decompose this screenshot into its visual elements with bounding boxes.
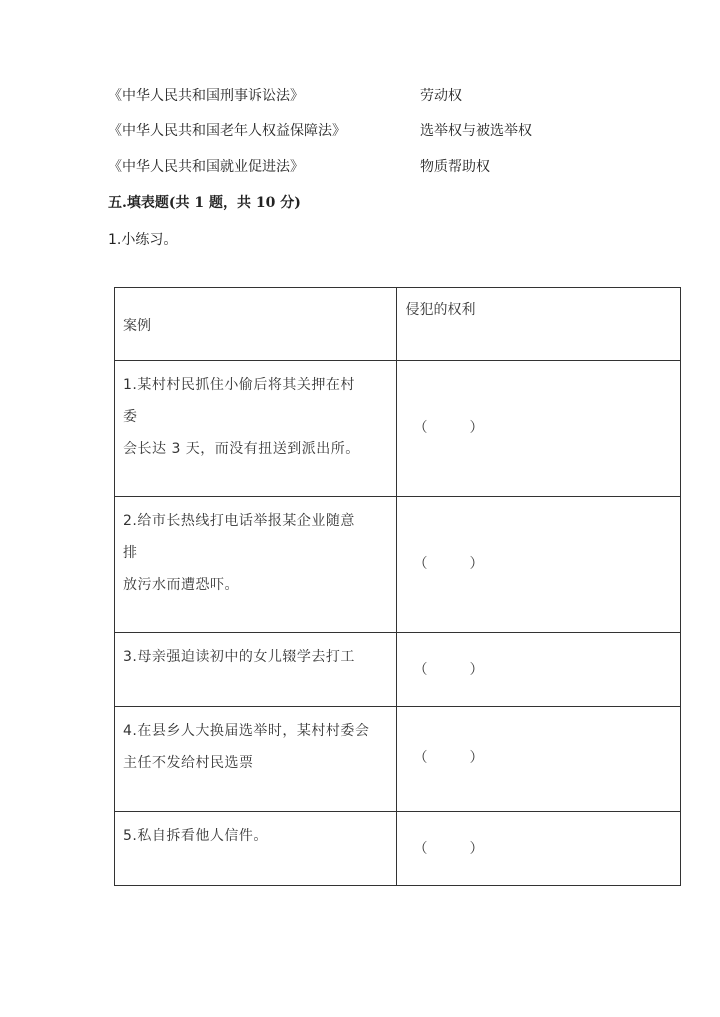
section-heading: 五.填表题(共 1 题，共 10 分) [108,195,301,211]
case-line: 5.私自拆看他人信件。 [123,828,268,844]
case-text [115,361,396,465]
answer-blank[interactable]: （ ） [413,556,484,572]
answer-blank[interactable]: （ ） [413,841,484,857]
table-row [115,361,681,497]
case-line: 4.在县乡人大换届选举时，某村村委会 [123,723,370,739]
header-right-label: 侵犯的权利 [405,302,476,318]
law-name: 《中华人民共和国就业促进法》 [108,159,304,175]
rights-table [114,287,681,886]
question-label: 1.小练习。 [108,232,178,248]
answer-blank[interactable]: （ ） [413,662,484,678]
answer-cell[interactable] [397,812,681,886]
case-line: 1.某村村民抓住小偷后将其关押在村 [123,377,355,393]
matching-row [108,155,668,179]
answer-blank[interactable]: （ ） [413,750,484,766]
table-header-row [115,288,681,361]
matching-row [108,119,668,143]
answer-blank[interactable]: （ ） [413,420,484,436]
answer-cell[interactable] [397,707,681,812]
answer-cell[interactable] [397,633,681,707]
case-text [115,497,396,601]
table-row [115,812,681,886]
answer-cell[interactable] [397,497,681,633]
right-name: 劳动权 [420,88,462,104]
case-line: 会长达 3 天，而没有扭送到派出所。 [123,441,360,457]
case-line: 主任不发给村民选票 [123,755,254,771]
case-line: 委 [123,409,138,425]
case-line: 放污水而遭恐吓。 [123,577,239,593]
header-case-label: 案例 [123,318,151,334]
matching-row [108,84,668,108]
case-cell [115,707,397,812]
law-name: 《中华人民共和国老年人权益保障法》 [108,123,346,139]
case-text [115,707,396,779]
case-text [115,812,396,852]
table-row [115,497,681,633]
right-name: 物质帮助权 [420,159,490,175]
case-cell [115,497,397,633]
case-line: 3.母亲强迫读初中的女儿辍学去打工 [123,649,355,665]
law-name: 《中华人民共和国刑事诉讼法》 [108,88,304,104]
case-cell [115,812,397,886]
right-name: 选举权与被选举权 [420,123,532,139]
case-cell [115,633,397,707]
header-case-cell [115,288,397,361]
case-line: 2.给市长热线打电话举报某企业随意 [123,513,355,529]
answer-cell[interactable] [397,361,681,497]
header-right-cell [397,288,681,361]
table-row [115,633,681,707]
table-row [115,707,681,812]
case-text [115,633,396,673]
case-line: 排 [123,545,138,561]
case-cell [115,361,397,497]
